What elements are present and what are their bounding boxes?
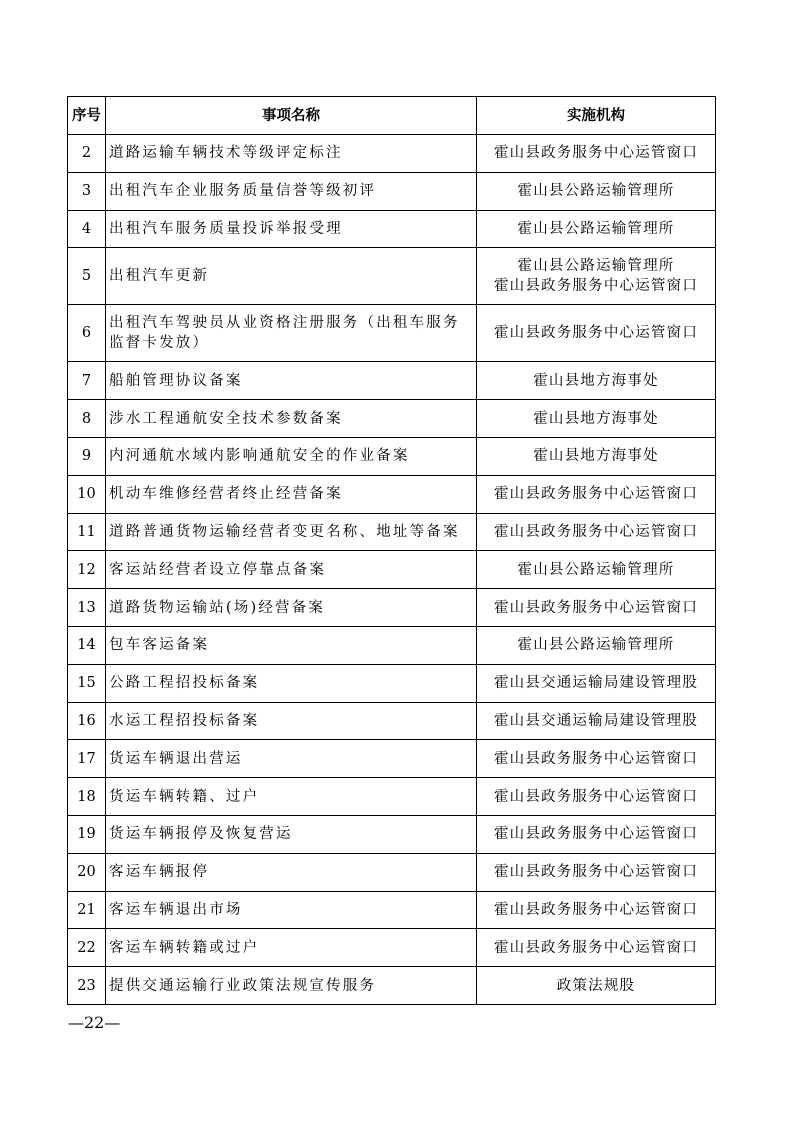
serial-number-cell: 23 (68, 967, 106, 1005)
agency-name: 霍山县政务服务中心运管窗口 (493, 523, 699, 540)
agency-name: 霍山县政务服务中心运管窗口 (493, 864, 699, 881)
agency-name: 霍山县政务服务中心运管窗口 (493, 486, 699, 503)
serial-number-cell: 5 (68, 248, 106, 305)
table-row (68, 172, 716, 210)
item-name-cell: 客运车辆报停 (106, 853, 477, 891)
implementing-agency-cell (477, 135, 716, 173)
serial-number-cell: 18 (68, 778, 106, 816)
table-header-row (68, 97, 716, 135)
agency-name: 霍山县公路运输管理所 (517, 258, 675, 275)
agency-name: 霍山县交通运输局建设管理股 (493, 712, 699, 729)
serial-number-cell: 22 (68, 929, 106, 967)
table-row (68, 437, 716, 475)
serial-number-cell: 6 (68, 305, 106, 362)
table-row (68, 513, 716, 551)
agency-name: 政策法规股 (556, 977, 636, 994)
agency-name: 霍山县政务服务中心运管窗口 (493, 939, 699, 956)
serial-number-cell: 17 (68, 740, 106, 778)
implementing-agency-cell (477, 551, 716, 589)
implementing-agency-cell (477, 891, 716, 929)
table-row (68, 475, 716, 513)
item-name-cell: 道路运输车辆技术等级评定标注 (106, 135, 477, 173)
agency-name: 霍山县地方海事处 (533, 448, 659, 465)
implementing-agency-cell (477, 400, 716, 438)
table-row (68, 400, 716, 438)
serial-number-cell: 16 (68, 702, 106, 740)
serial-number-cell: 13 (68, 589, 106, 627)
table-row (68, 626, 716, 664)
implementing-agency-cell (477, 626, 716, 664)
agency-name: 霍山县公路运输管理所 (517, 561, 675, 578)
agency-name: 霍山县公路运输管理所 (517, 220, 675, 237)
table-row (68, 551, 716, 589)
serial-number-cell: 20 (68, 853, 106, 891)
agency-name: 霍山县政务服务中心运管窗口 (493, 145, 699, 162)
agency-name: 霍山县交通运输局建设管理股 (493, 675, 699, 692)
serial-number-cell: 11 (68, 513, 106, 551)
item-name-cell: 出租汽车企业服务质量信誉等级初评 (106, 172, 477, 210)
table-row (68, 589, 716, 627)
implementing-agency-cell (477, 778, 716, 816)
agency-name: 霍山县政务服务中心运管窗口 (493, 325, 699, 342)
table-row (68, 778, 716, 816)
item-name-cell: 公路工程招投标备案 (106, 664, 477, 702)
table-row (68, 929, 716, 967)
implementing-agency-cell (477, 362, 716, 400)
implementing-agency-cell (477, 172, 716, 210)
implementing-agency-cell (477, 702, 716, 740)
table-row (68, 702, 716, 740)
item-name-cell: 出租汽车更新 (106, 248, 477, 305)
item-name-cell: 货运车辆转籍、过户 (106, 778, 477, 816)
table-row (68, 891, 716, 929)
implementing-agency-cell (477, 664, 716, 702)
header-implementing-agency: 实施机构 (477, 97, 716, 135)
table-row (68, 664, 716, 702)
item-name-cell: 提供交通运输行业政策法规宣传服务 (106, 967, 477, 1005)
header-item-name: 事项名称 (106, 97, 477, 135)
table-row (68, 248, 716, 305)
item-name-cell: 内河通航水域内影响通航安全的作业备案 (106, 437, 477, 475)
agency-name: 霍山县地方海事处 (533, 410, 659, 427)
implementing-agency-cell (477, 305, 716, 362)
implementing-agency-cell (477, 475, 716, 513)
item-name-cell: 道路普通货物运输经营者变更名称、地址等备案 (106, 513, 477, 551)
table-row (68, 135, 716, 173)
item-name-cell: 船舶管理协议备案 (106, 362, 477, 400)
agency-name: 霍山县公路运输管理所 (517, 637, 675, 654)
header-serial-number: 序号 (68, 97, 106, 135)
agency-name: 霍山县政务服务中心运管窗口 (493, 278, 699, 295)
serial-number-cell: 12 (68, 551, 106, 589)
item-name-cell: 机动车维修经营者终止经营备案 (106, 475, 477, 513)
implementing-agency-cell (477, 815, 716, 853)
item-name-cell: 货运车辆报停及恢复营运 (106, 815, 477, 853)
serial-number-cell: 14 (68, 626, 106, 664)
serial-number-cell: 2 (68, 135, 106, 173)
agency-name: 霍山县政务服务中心运管窗口 (493, 901, 699, 918)
table-row (68, 210, 716, 248)
agency-name: 霍山县政务服务中心运管窗口 (493, 599, 699, 616)
table-row (68, 815, 716, 853)
table-body (68, 135, 716, 1005)
serial-number-cell: 3 (68, 172, 106, 210)
implementing-agency-cell (477, 248, 716, 305)
item-name-cell: 客运车辆转籍或过户 (106, 929, 477, 967)
serial-number-cell: 8 (68, 400, 106, 438)
item-name-cell: 客运站经营者设立停靠点备案 (106, 551, 477, 589)
table-row (68, 967, 716, 1005)
implementing-agency-cell (477, 437, 716, 475)
implementing-agency-cell (477, 210, 716, 248)
table-row (68, 362, 716, 400)
table-row (68, 853, 716, 891)
implementing-agency-cell (477, 929, 716, 967)
implementing-agency-cell (477, 853, 716, 891)
implementing-agency-cell (477, 740, 716, 778)
agency-name: 霍山县公路运输管理所 (517, 183, 675, 200)
serial-number-cell: 9 (68, 437, 106, 475)
items-table (67, 96, 716, 1005)
item-name-cell: 包车客运备案 (106, 626, 477, 664)
table-row (68, 740, 716, 778)
page-number: —22— (68, 1013, 121, 1032)
agency-name: 霍山县政务服务中心运管窗口 (493, 750, 699, 767)
item-name-cell: 水运工程招投标备案 (106, 702, 477, 740)
item-name-cell: 出租汽车驾驶员从业资格注册服务（出租车服务监督卡发放） (106, 305, 477, 362)
item-name-cell: 出租汽车服务质量投诉举报受理 (106, 210, 477, 248)
serial-number-cell: 21 (68, 891, 106, 929)
table-row (68, 305, 716, 362)
agency-name: 霍山县政务服务中心运管窗口 (493, 788, 699, 805)
item-name-cell: 涉水工程通航安全技术参数备案 (106, 400, 477, 438)
agency-name: 霍山县政务服务中心运管窗口 (493, 826, 699, 843)
implementing-agency-cell (477, 589, 716, 627)
serial-number-cell: 7 (68, 362, 106, 400)
serial-number-cell: 4 (68, 210, 106, 248)
item-name-cell: 客运车辆退出市场 (106, 891, 477, 929)
implementing-agency-cell (477, 967, 716, 1005)
serial-number-cell: 15 (68, 664, 106, 702)
item-name-cell: 货运车辆退出营运 (106, 740, 477, 778)
item-name-cell: 道路货物运输站(场)经营备案 (106, 589, 477, 627)
implementing-agency-cell (477, 513, 716, 551)
serial-number-cell: 19 (68, 815, 106, 853)
serial-number-cell: 10 (68, 475, 106, 513)
agency-name: 霍山县地方海事处 (533, 372, 659, 389)
